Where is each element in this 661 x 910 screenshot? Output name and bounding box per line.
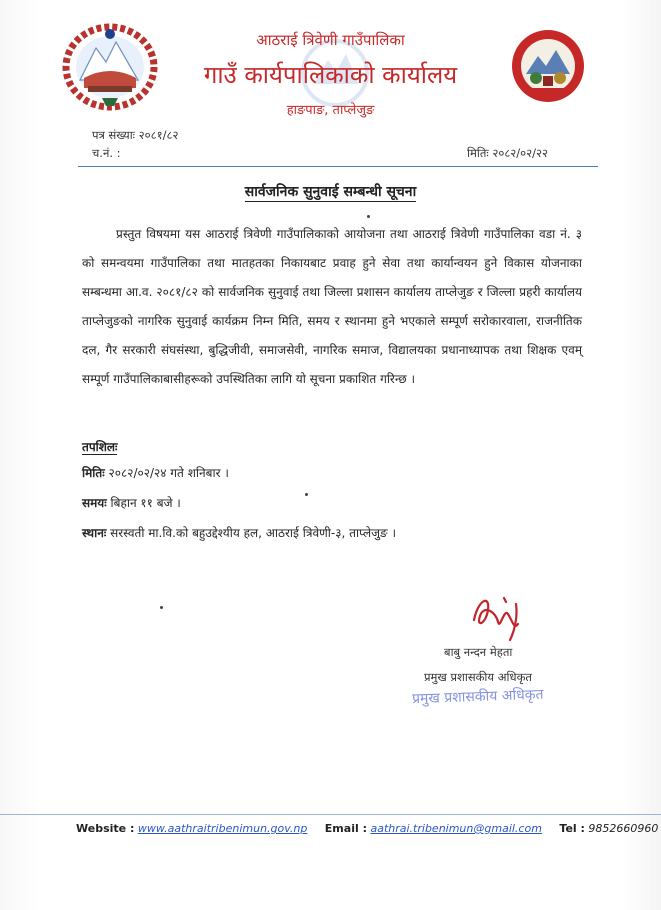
- scan-speck: [367, 215, 370, 218]
- dispatch-number: च.नं. :: [92, 146, 121, 160]
- tel-label: Tel :: [559, 822, 585, 835]
- notice-paragraph: प्रस्तुत विषयमा यस आठराई त्रिवेणी गाउँपालिकाको आयोजना तथा आठराई त्रिवेणी गाउँपालिका वडा नं. ३ को समन्वयमा गाउँपालिका तथा मातहतका निकायबाट प्रवाह हुने सेवा तथा कार्यान्वयन हुने विकास योजनाका सम्बन्धमा आ.व. २०८१/८२ को सार्वजनिक सुनुवाई तथा जिल्ला प्रशासन कार्यालय ताप्लेजुङ र जिल्ला प्रहरी कार्यालय ताप्लेजुङको नागरिक सुनुवाई कार्यक्रम निम्न मिति, समय र स्थानमा हुने भएकाले सम्पूर्ण सरोकारवाला, राजनीतिक दल, गैर सरकारी संघसंस्था, बुद्धिजीवी, समाजसेवी, नागरिक समाज, विद्यालयका प्रधानाध्यापक तथा शिक्षक एवम् सम्पूर्ण गाउँपालिकाबासीहरूको उपस्थितिका लागि यो सूचना प्रकाशित गरिन्छ ।: [82, 227, 582, 386]
- detail-date-row: [82, 464, 229, 481]
- detail-place-label: स्थानः: [82, 526, 107, 540]
- designation-stamp: प्रमुख प्रशासकीय अधिकृत: [411, 686, 544, 708]
- detail-time-value: बिहान ११ बजे ।: [110, 496, 181, 510]
- notice-body: [82, 220, 582, 394]
- email-label: Email :: [324, 822, 367, 835]
- scan-speck: [160, 606, 163, 609]
- signatory-designation: प्रमुख प्रशासकीय अधिकृत: [424, 670, 532, 684]
- detail-place-value: सरस्वती मा.वि.को बहुउद्देश्यीय हल, आठराई त्रिवेणी-३, ताप्लेजुङ ।: [110, 526, 397, 540]
- municipality-name: आठराई त्रिवेणी गाउँपालिका: [256, 31, 405, 49]
- letter-date: मितिः २०८२/०२/२२: [467, 146, 548, 160]
- signature-icon: [464, 590, 534, 642]
- detail-time-label: समयः: [82, 496, 107, 510]
- letter-number: पत्र संख्याः २०८१/८२: [92, 128, 179, 142]
- notice-title: सार्वजनिक सुनुवाई सम्बन्धी सूचना: [244, 184, 417, 200]
- office-name: गाउँ कार्यपालिकाको कार्यालय: [203, 61, 458, 89]
- detail-time-row: [82, 494, 181, 511]
- detail-date-label: मितिः: [82, 466, 105, 480]
- detail-date-value: २०८२/०२/२४ गते शनिबार ।: [108, 466, 229, 480]
- tel-value: 9852660960: [588, 822, 659, 835]
- details-heading: तपशिलः: [82, 440, 118, 454]
- footer-divider: [0, 814, 661, 815]
- email-link[interactable]: aathrai.tribenimun@gmail.com: [370, 822, 542, 835]
- website-label: Website :: [76, 822, 135, 835]
- website-link[interactable]: www.aathraitribenimun.gov.np: [137, 822, 308, 835]
- signatory-name: बाबु नन्दन मेहता: [444, 645, 513, 659]
- scan-speck: [305, 493, 308, 496]
- office-address: हाङपाङ, ताप्लेजुङ: [286, 103, 375, 118]
- footer-contact: [76, 822, 658, 835]
- detail-place-row: [82, 524, 396, 541]
- header-divider: [78, 166, 598, 167]
